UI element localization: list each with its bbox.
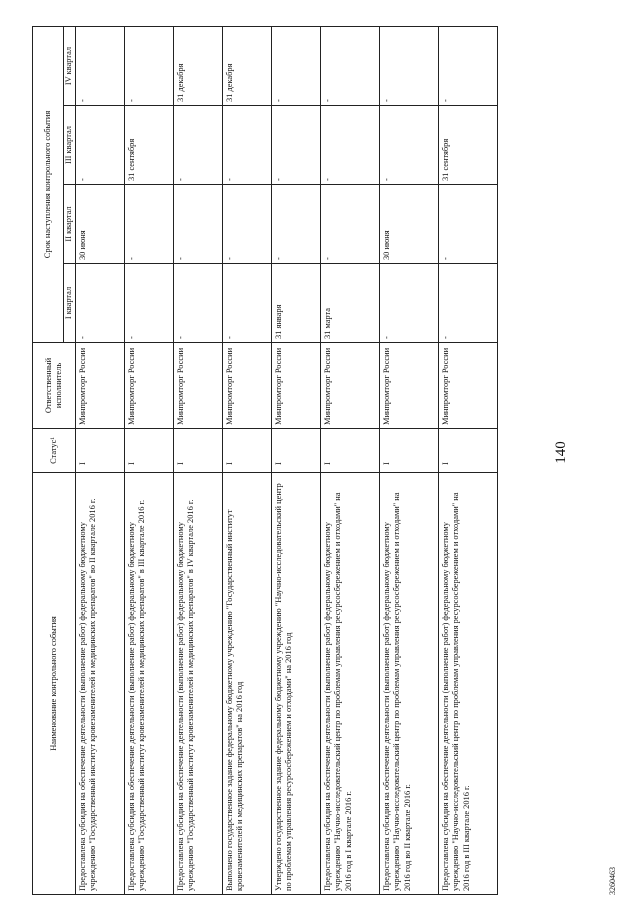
header-quarter-4: IV квартал [64, 27, 76, 106]
event-q1: - [439, 264, 498, 343]
event-status: I [125, 429, 174, 473]
event-status: I [380, 429, 439, 473]
table-row [223, 27, 272, 895]
event-executor: Минпромторг России [272, 343, 321, 429]
event-q1: 31 марта [321, 264, 380, 343]
event-q4: 31 декабря [174, 27, 223, 106]
event-status: I [321, 429, 380, 473]
event-q2: - [272, 185, 321, 264]
event-q3: - [321, 106, 380, 185]
event-q2: - [125, 185, 174, 264]
event-q2: - [174, 185, 223, 264]
page-number: 140 [553, 441, 569, 464]
table-row [76, 27, 125, 895]
event-executor: Минпромторг России [321, 343, 380, 429]
event-q4: - [76, 27, 125, 106]
event-executor: Минпромторг России [174, 343, 223, 429]
event-name: Предоставлена субсидия на обеспечение деятельности (выполнение работ) федеральному бюджетному учреждению "Научно-исследовательский центр по проблемам управления ресурсосбережением и отходами" на 2016 год в I квартале 2016 г. [321, 473, 380, 895]
event-q1: - [76, 264, 125, 343]
table-row [125, 27, 174, 895]
event-q4: - [380, 27, 439, 106]
event-q4: - [321, 27, 380, 106]
event-status: I [439, 429, 498, 473]
event-q3: - [76, 106, 125, 185]
header-deadline: Срок наступления контрольного события [33, 27, 64, 343]
header-quarter-3: III квартал [64, 106, 76, 185]
event-q1: 31 января [272, 264, 321, 343]
document-number: 3260463 [608, 867, 617, 895]
event-status: I [223, 429, 272, 473]
event-name: Предоставлена субсидия на обеспечение деятельности (выполнение работ) федеральному бюджетному учреждению "Государственный институт кровезаменителей и медицинских препаратов" в III квартале 2016 г. [125, 473, 174, 895]
event-name: Выполнено государственное задание федеральному бюджетному учреждению "Государственный институт кровезаменителей и медицинских препаратов" на 2016 год [223, 473, 272, 895]
header-quarter-1: I квартал [64, 264, 76, 343]
event-q1: - [174, 264, 223, 343]
event-q4: - [125, 27, 174, 106]
event-q2: - [439, 185, 498, 264]
event-name: Предоставлена субсидия на обеспечение деятельности (выполнение работ) федеральному бюджетному учреждению "Научно-исследовательский центр по проблемам управления ресурсосбережением и отходами" на 2016 год во II квартале 2016 г. [380, 473, 439, 895]
control-events-table [32, 26, 498, 895]
event-executor: Минпромторг России [223, 343, 272, 429]
header-status: Статус¹ [33, 429, 76, 473]
event-q3: 31 сентября [125, 106, 174, 185]
event-q3: - [223, 106, 272, 185]
event-status: I [272, 429, 321, 473]
event-executor: Минпромторг России [439, 343, 498, 429]
event-q1: - [125, 264, 174, 343]
table-row [321, 27, 380, 895]
event-name: Предоставлена субсидия на обеспечение деятельности (выполнение работ) федеральному бюджетному учреждению "Научно-исследовательский центр по проблемам управления ресурсосбережением и отходами" на 2016 год в III квартале 2016 г. [439, 473, 498, 895]
event-name: Предоставлена субсидия на обеспечение деятельности (выполнение работ) федеральному бюджетному учреждению "Государственный институт кровезаменителей и медицинских препаратов" в IV квартале 2016 г. [174, 473, 223, 895]
event-q3: - [380, 106, 439, 185]
event-q4: - [272, 27, 321, 106]
event-q1: - [380, 264, 439, 343]
event-q3: - [272, 106, 321, 185]
event-q2: - [321, 185, 380, 264]
event-executor: Минпромторг России [76, 343, 125, 429]
event-q2: 30 июня [380, 185, 439, 264]
table-row [174, 27, 223, 895]
event-q3: 31 сентября [439, 106, 498, 185]
event-name: Утверждено государственное задание федеральному бюджетному учреждению "Научно-исследовательский центр по проблемам управления ресурсосбережением и отходами" на 2016 год [272, 473, 321, 895]
event-q3: - [174, 106, 223, 185]
event-executor: Минпромторг России [380, 343, 439, 429]
event-q2: 30 июня [76, 185, 125, 264]
event-status: I [174, 429, 223, 473]
event-status: I [76, 429, 125, 473]
event-q2: - [223, 185, 272, 264]
event-executor: Минпромторг России [125, 343, 174, 429]
header-executor: Ответственный исполнитель [33, 343, 76, 429]
event-name: Предоставлена субсидия на обеспечение деятельности (выполнение работ) федеральному бюджетному учреждению "Государственный институт кровезаменителей и медицинских препаратов" во II квартале 2016 г. [76, 473, 125, 895]
header-name: Наименование контрольного события [33, 473, 76, 895]
table-row [272, 27, 321, 895]
event-q1: - [223, 264, 272, 343]
table-row [380, 27, 439, 895]
event-q4: 31 декабря [223, 27, 272, 106]
table-row [439, 27, 498, 895]
header-quarter-2: II квартал [64, 185, 76, 264]
event-q4: - [439, 27, 498, 106]
